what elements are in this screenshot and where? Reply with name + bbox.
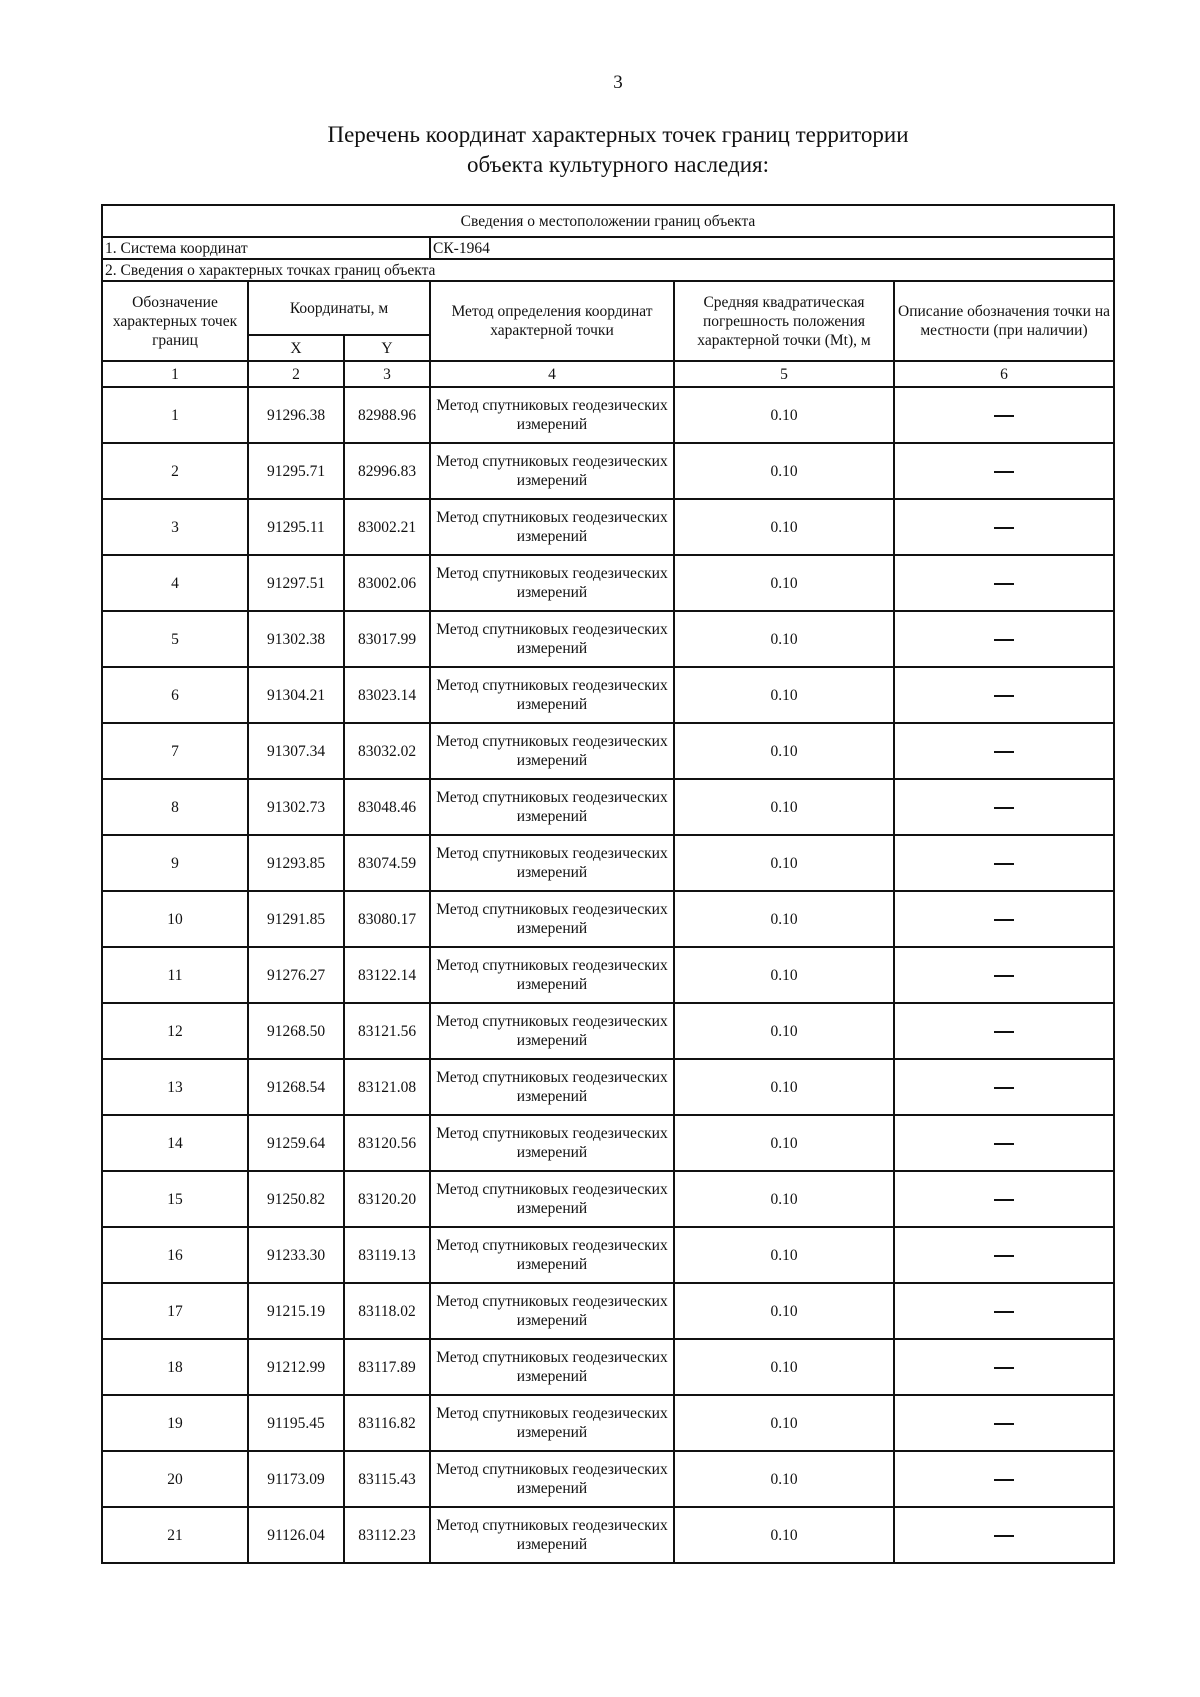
cell-y: 83121.08 [344, 1059, 430, 1115]
coordinate-system-label: 1. Система координат [102, 237, 430, 259]
cell-description [894, 1059, 1114, 1115]
dash-mark [994, 1479, 1014, 1481]
cell-y: 83002.21 [344, 499, 430, 555]
dash-mark [994, 639, 1014, 641]
cell-method: Метод спутниковых геодезических измерений [430, 947, 674, 1003]
table-row [102, 667, 1114, 723]
dash-mark [994, 1087, 1014, 1089]
table-row [102, 723, 1114, 779]
cell-x: 91293.85 [248, 835, 344, 891]
table-row [102, 555, 1114, 611]
cell-description [894, 779, 1114, 835]
cell-method: Метод спутниковых геодезических измерений [430, 835, 674, 891]
cell-error: 0.10 [674, 1283, 894, 1339]
cell-point: 8 [102, 779, 248, 835]
dash-mark [994, 1311, 1014, 1313]
cell-description [894, 1339, 1114, 1395]
dash-mark [994, 1367, 1014, 1369]
cell-error: 0.10 [674, 1115, 894, 1171]
header-error: Средняя квадратическая погрешность положения характерной точки (Mt), м [674, 281, 894, 361]
cell-error: 0.10 [674, 1227, 894, 1283]
dash-mark [994, 1423, 1014, 1425]
coordinates-table [101, 204, 1115, 1564]
cell-description [894, 611, 1114, 667]
cell-y: 83023.14 [344, 667, 430, 723]
dash-mark [994, 919, 1014, 921]
table-row [102, 443, 1114, 499]
cell-point: 3 [102, 499, 248, 555]
cell-y: 83048.46 [344, 779, 430, 835]
table-title: Сведения о местоположении границ объекта [102, 205, 1114, 237]
cell-method: Метод спутниковых геодезических измерений [430, 1171, 674, 1227]
cell-error: 0.10 [674, 891, 894, 947]
section-heading: 2. Сведения о характерных точках границ объекта [102, 259, 1114, 281]
cell-error: 0.10 [674, 947, 894, 1003]
cell-method: Метод спутниковых геодезических измерений [430, 611, 674, 667]
cell-method: Метод спутниковых геодезических измерений [430, 1003, 674, 1059]
cell-method: Метод спутниковых геодезических измерений [430, 1395, 674, 1451]
cell-x: 91296.38 [248, 387, 344, 443]
cell-y: 82988.96 [344, 387, 430, 443]
cell-y: 83074.59 [344, 835, 430, 891]
dash-mark [994, 1535, 1014, 1537]
cell-error: 0.10 [674, 1003, 894, 1059]
cell-description [894, 387, 1114, 443]
dash-mark [994, 583, 1014, 585]
table-row [102, 779, 1114, 835]
dash-mark [994, 1199, 1014, 1201]
document-title [0, 120, 1200, 180]
cell-method: Метод спутниковых геодезических измерений [430, 555, 674, 611]
cell-x: 91268.50 [248, 1003, 344, 1059]
cell-description [894, 1283, 1114, 1339]
column-number: 5 [674, 361, 894, 387]
cell-error: 0.10 [674, 723, 894, 779]
dash-mark [994, 863, 1014, 865]
cell-x: 91215.19 [248, 1283, 344, 1339]
dash-mark [994, 695, 1014, 697]
cell-method: Метод спутниковых геодезических измерений [430, 1339, 674, 1395]
cell-x: 91212.99 [248, 1339, 344, 1395]
cell-error: 0.10 [674, 611, 894, 667]
cell-description [894, 835, 1114, 891]
dash-mark [994, 415, 1014, 417]
cell-x: 91304.21 [248, 667, 344, 723]
cell-point: 19 [102, 1395, 248, 1451]
cell-description [894, 1003, 1114, 1059]
cell-description [894, 1395, 1114, 1451]
cell-point: 21 [102, 1507, 248, 1563]
cell-x: 91297.51 [248, 555, 344, 611]
header-y: Y [344, 335, 430, 361]
cell-y: 83112.23 [344, 1507, 430, 1563]
cell-error: 0.10 [674, 1395, 894, 1451]
cell-method: Метод спутниковых геодезических измерений [430, 1115, 674, 1171]
dash-mark [994, 1143, 1014, 1145]
cell-description [894, 891, 1114, 947]
cell-point: 15 [102, 1171, 248, 1227]
cell-error: 0.10 [674, 1171, 894, 1227]
cell-x: 91259.64 [248, 1115, 344, 1171]
header-method: Метод определения координат характерной точки [430, 281, 674, 361]
cell-point: 6 [102, 667, 248, 723]
document-title-line-1: Перечень координат характерных точек границ территории [327, 122, 909, 147]
cell-point: 4 [102, 555, 248, 611]
cell-x: 91173.09 [248, 1451, 344, 1507]
cell-y: 83002.06 [344, 555, 430, 611]
cell-description [894, 1171, 1114, 1227]
cell-x: 91268.54 [248, 1059, 344, 1115]
cell-method: Метод спутниковых геодезических измерений [430, 1507, 674, 1563]
cell-method: Метод спутниковых геодезических измерений [430, 1059, 674, 1115]
cell-description [894, 443, 1114, 499]
cell-error: 0.10 [674, 1507, 894, 1563]
cell-method: Метод спутниковых геодезических измерений [430, 1451, 674, 1507]
cell-x: 91295.71 [248, 443, 344, 499]
cell-y: 83080.17 [344, 891, 430, 947]
cell-point: 2 [102, 443, 248, 499]
cell-point: 12 [102, 1003, 248, 1059]
cell-description [894, 1507, 1114, 1563]
cell-error: 0.10 [674, 387, 894, 443]
dash-mark [994, 1255, 1014, 1257]
dash-mark [994, 527, 1014, 529]
dash-mark [994, 1031, 1014, 1033]
cell-method: Метод спутниковых геодезических измерений [430, 779, 674, 835]
header-coordinates: Координаты, м [248, 281, 430, 335]
cell-y: 83116.82 [344, 1395, 430, 1451]
cell-x: 91295.11 [248, 499, 344, 555]
dash-mark [994, 807, 1014, 809]
table-row [102, 1227, 1114, 1283]
cell-point: 17 [102, 1283, 248, 1339]
cell-y: 83118.02 [344, 1283, 430, 1339]
table-row [102, 1507, 1114, 1563]
cell-y: 83115.43 [344, 1451, 430, 1507]
cell-point: 18 [102, 1339, 248, 1395]
cell-error: 0.10 [674, 555, 894, 611]
cell-error: 0.10 [674, 1059, 894, 1115]
column-number: 1 [102, 361, 248, 387]
table-row [102, 499, 1114, 555]
dash-mark [994, 751, 1014, 753]
cell-x: 91302.73 [248, 779, 344, 835]
cell-description [894, 947, 1114, 1003]
table-row [102, 1451, 1114, 1507]
cell-y: 83120.56 [344, 1115, 430, 1171]
cell-point: 5 [102, 611, 248, 667]
header-point: Обозначение характерных точек границ [102, 281, 248, 361]
table-row [102, 611, 1114, 667]
cell-description [894, 1451, 1114, 1507]
cell-description [894, 1227, 1114, 1283]
cell-y: 83120.20 [344, 1171, 430, 1227]
table-row [102, 1395, 1114, 1451]
column-number: 2 [248, 361, 344, 387]
cell-x: 91307.34 [248, 723, 344, 779]
cell-error: 0.10 [674, 779, 894, 835]
cell-point: 9 [102, 835, 248, 891]
coordinate-system-value: СК-1964 [430, 237, 1114, 259]
cell-description [894, 667, 1114, 723]
column-number: 6 [894, 361, 1114, 387]
table-row [102, 1283, 1114, 1339]
cell-y: 83117.89 [344, 1339, 430, 1395]
table-row [102, 1171, 1114, 1227]
cell-method: Метод спутниковых геодезических измерений [430, 1283, 674, 1339]
table-row [102, 1059, 1114, 1115]
table-row [102, 947, 1114, 1003]
cell-x: 91195.45 [248, 1395, 344, 1451]
cell-point: 10 [102, 891, 248, 947]
table-row [102, 891, 1114, 947]
cell-point: 16 [102, 1227, 248, 1283]
cell-error: 0.10 [674, 1451, 894, 1507]
cell-description [894, 499, 1114, 555]
cell-y: 83122.14 [344, 947, 430, 1003]
table-row [102, 835, 1114, 891]
cell-method: Метод спутниковых геодезических измерений [430, 1227, 674, 1283]
document-title-line-2: объекта культурного наследия: [466, 152, 770, 177]
table-row [102, 1003, 1114, 1059]
cell-error: 0.10 [674, 443, 894, 499]
cell-y: 82996.83 [344, 443, 430, 499]
cell-description [894, 1115, 1114, 1171]
table-row [102, 387, 1114, 443]
cell-y: 83119.13 [344, 1227, 430, 1283]
dash-mark [994, 975, 1014, 977]
dash-mark [994, 471, 1014, 473]
cell-point: 20 [102, 1451, 248, 1507]
column-number: 3 [344, 361, 430, 387]
cell-description [894, 723, 1114, 779]
cell-method: Метод спутниковых геодезических измерений [430, 499, 674, 555]
cell-point: 13 [102, 1059, 248, 1115]
cell-error: 0.10 [674, 835, 894, 891]
cell-description [894, 555, 1114, 611]
table-row [102, 1115, 1114, 1171]
cell-x: 91233.30 [248, 1227, 344, 1283]
cell-point: 14 [102, 1115, 248, 1171]
cell-y: 83032.02 [344, 723, 430, 779]
cell-point: 7 [102, 723, 248, 779]
cell-method: Метод спутниковых геодезических измерений [430, 891, 674, 947]
cell-error: 0.10 [674, 499, 894, 555]
header-description: Описание обозначения точки на местности (при наличии) [894, 281, 1114, 361]
cell-error: 0.10 [674, 1339, 894, 1395]
cell-x: 91126.04 [248, 1507, 344, 1563]
cell-error: 0.10 [674, 667, 894, 723]
cell-y: 83121.56 [344, 1003, 430, 1059]
cell-method: Метод спутниковых геодезических измерений [430, 387, 674, 443]
column-number: 4 [430, 361, 674, 387]
cell-method: Метод спутниковых геодезических измерений [430, 667, 674, 723]
cell-point: 11 [102, 947, 248, 1003]
cell-x: 91291.85 [248, 891, 344, 947]
cell-method: Метод спутниковых геодезических измерений [430, 723, 674, 779]
table-row [102, 1339, 1114, 1395]
page-number: 3 [613, 72, 623, 93]
cell-point: 1 [102, 387, 248, 443]
header-x: X [248, 335, 344, 361]
cell-y: 83017.99 [344, 611, 430, 667]
cell-x: 91302.38 [248, 611, 344, 667]
cell-method: Метод спутниковых геодезических измерений [430, 443, 674, 499]
cell-x: 91250.82 [248, 1171, 344, 1227]
cell-x: 91276.27 [248, 947, 344, 1003]
